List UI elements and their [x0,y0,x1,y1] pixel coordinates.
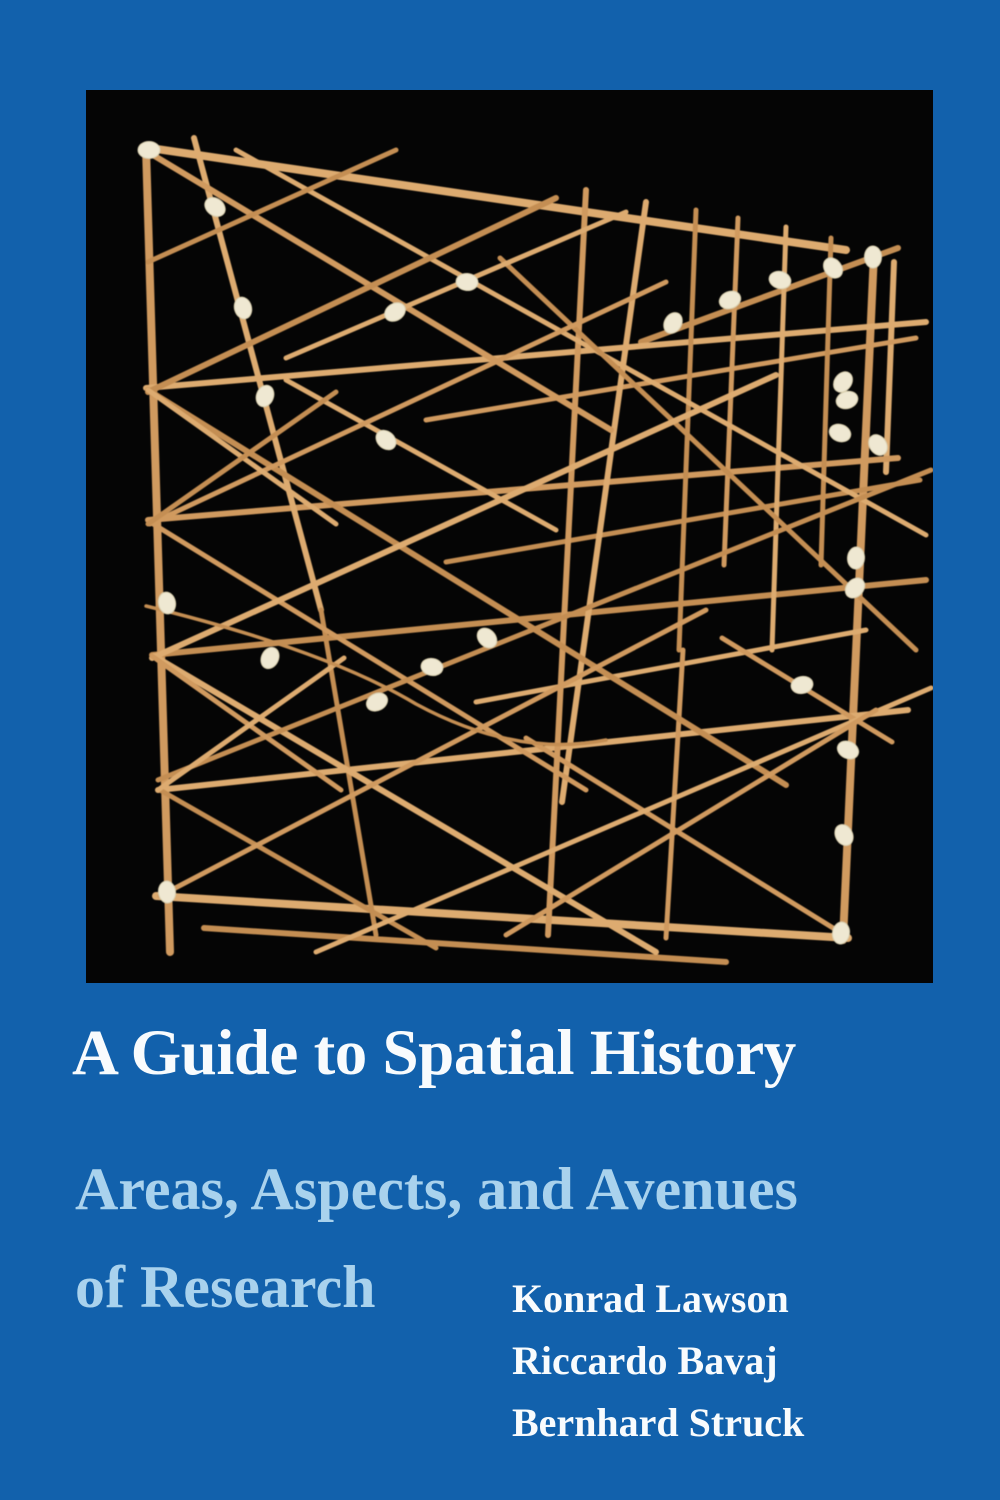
stick [548,190,586,935]
stick [886,262,894,472]
shell-lashing [834,738,861,763]
stick [160,790,436,948]
book-subtitle-line2: of Research [75,1254,376,1320]
stick [562,202,646,802]
stick [160,610,706,896]
shell-lashing [831,821,856,848]
stick [143,147,846,250]
stick [316,688,931,952]
stick [146,148,170,952]
stick [148,152,611,430]
shell-lashing [864,246,881,268]
shell-lashing [253,383,277,410]
stick-chart-svg [86,90,933,983]
shell-lashing [363,689,390,714]
stick [152,580,926,655]
shell-lashing [473,624,500,652]
stick [158,470,931,780]
author-name: Riccardo Bavaj [512,1338,778,1383]
shell-lashing [258,644,283,671]
book-authors [512,1268,952,1454]
shell-lashing [827,421,853,444]
shell-lashing [138,142,160,159]
cover-art-stick-chart [86,90,933,983]
author-name: Konrad Lawson [512,1276,789,1321]
author-name: Bernhard Struck [512,1400,805,1445]
shell-lashing [841,574,868,602]
book-title: A Guide to Spatial History [72,1017,796,1089]
stick [150,282,666,524]
book-subtitle-line1: Areas, Aspects, and Avenues [75,1156,798,1222]
